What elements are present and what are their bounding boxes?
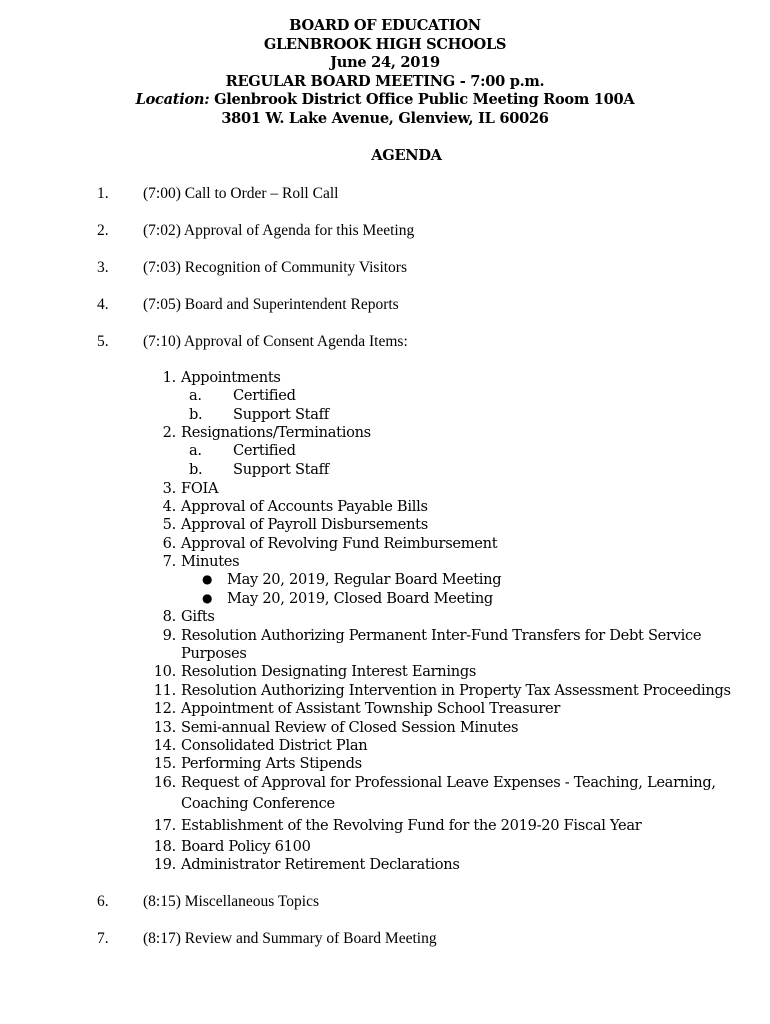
consent-item-text: Approval of Payroll Disbursements [181,516,428,533]
consent-subitem-text: Certified [233,442,296,459]
consent-item-text: Approval of Revolving Fund Reimbursement [181,535,498,552]
consent-item-number: 2. [162,424,176,441]
board-title: BOARD OF EDUCATION [289,17,481,34]
agenda-item-number: 3. [97,259,109,276]
consent-item-text: Appointments [181,369,281,386]
consent-item-number: 9. [162,627,176,644]
consent-item-number: 11. [153,682,176,699]
agenda-item-text: (7:02) Approval of Agenda for this Meeting [143,222,415,239]
school-name: GLENBROOK HIGH SCHOOLS [263,35,507,53]
location-label: Location: [135,91,210,109]
consent-item-number: 6. [162,535,176,552]
consent-item-number: 5. [162,516,176,533]
minutes-entry: May 20, 2019, Regular Board Meeting [227,571,502,588]
consent-item-text: Board Policy 6100 [181,838,311,855]
location-line [0,91,770,110]
agenda-item-number: 2. [97,222,109,239]
consent-item-text-continued: Coaching Conference [181,795,335,812]
agenda-item-text: (7:05) Board and Superintendent Reports [143,296,399,313]
minutes-entry: May 20, 2019, Closed Board Meeting [227,590,493,607]
agenda-item-number: 4. [97,296,109,313]
consent-item-text: Resolution Authorizing Intervention in Property Tax Assessment Proceedings [181,682,731,699]
document-header [0,17,770,129]
agenda-item-text: (7:00) Call to Order – Roll Call [143,185,339,202]
consent-subitem-letter: b. [189,406,203,423]
consent-item-number: 16. [153,774,176,791]
consent-item-number: 13. [153,719,176,736]
consent-item-number: 4. [162,498,176,515]
consent-subitem-letter: a. [189,442,202,459]
consent-item-text-continued: Purposes [181,645,247,662]
consent-item-number: 17. [153,817,176,834]
bullet-icon: ● [202,572,213,586]
meeting-date: June 24, 2019 [330,54,440,72]
consent-item-number: 12. [153,700,176,717]
consent-subitem-text: Certified [233,387,296,404]
consent-item-text: FOIA [181,480,219,497]
agenda-item-number: 7. [97,930,109,947]
consent-item-text: Appointment of Assistant Township School Treasurer [181,700,561,717]
location-value: Glenbrook District Office Public Meeting Room 100A [214,91,635,109]
consent-item-text: Resignations/Terminations [181,424,371,441]
agenda-item-text: (7:03) Recognition of Community Visitors [143,259,407,276]
consent-item-text: Administrator Retirement Declarations [181,856,460,873]
bullet-icon: ● [202,591,213,605]
consent-item-text: Gifts [181,608,215,625]
consent-item-number: 14. [153,737,176,754]
consent-item-text: Resolution Authorizing Permanent Inter-Fund Transfers for Debt Service [181,627,702,644]
address: 3801 W. Lake Avenue, Glenview, IL 60026 [221,109,549,127]
consent-subitem-letter: a. [189,387,202,404]
consent-item-number: 19. [153,856,176,873]
consent-item-text: Request of Approval for Professional Leave Expenses - Teaching, Learning, [181,774,716,791]
consent-item-text: Resolution Designating Interest Earnings [181,663,477,680]
consent-item-number: 8. [162,608,176,625]
agenda-item-text: (8:15) Miscellaneous Topics [143,893,319,910]
agenda-item-text: (7:10) Approval of Consent Agenda Items: [143,333,408,350]
consent-item-number: 15. [153,755,176,772]
agenda-item-number: 1. [97,185,109,202]
meeting-type: REGULAR BOARD MEETING - 7:00 p.m. [225,72,545,90]
consent-item-text: Performing Arts Stipends [181,755,362,772]
consent-item-text: Minutes [181,553,240,570]
agenda-item-text: (8:17) Review and Summary of Board Meeting [143,930,437,947]
consent-item-text: Approval of Accounts Payable Bills [181,498,428,515]
consent-item-number: 18. [153,838,176,855]
consent-subitem-text: Support Staff [233,461,329,478]
agenda-item-number: 5. [97,333,109,350]
agenda-item-number: 6. [97,893,109,910]
consent-subitem-letter: b. [189,461,203,478]
consent-item-number: 7. [162,553,176,570]
consent-item-text: Establishment of the Revolving Fund for the 2019-20 Fiscal Year [181,817,642,834]
agenda-title: AGENDA [371,147,442,164]
consent-item-number: 10. [153,663,176,680]
consent-item-text: Consolidated District Plan [181,737,368,754]
consent-item-text: Semi-annual Review of Closed Session Minutes [181,719,519,736]
consent-item-number: 3. [162,480,176,497]
consent-subitem-text: Support Staff [233,406,329,423]
consent-item-number: 1. [162,369,176,386]
